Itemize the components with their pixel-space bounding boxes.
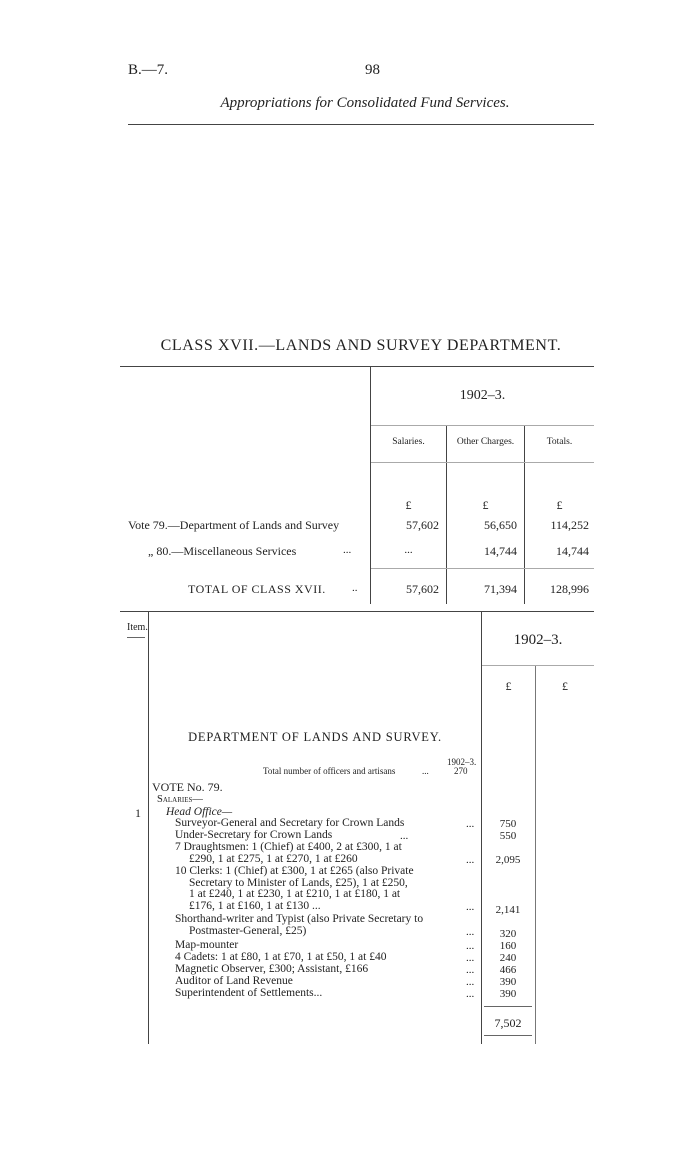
summary-year: 1902–3. (459, 388, 506, 403)
summary-row-total: 114,252 (550, 518, 589, 532)
line-item: Surveyor-General and Secretary for Crown Lands (175, 817, 405, 829)
detail-top-rule (120, 611, 594, 612)
amount-col-divider (481, 612, 482, 1044)
line-text: 10 Clerks: 1 (Chief) at £300, 1 at £265 (also Private (175, 865, 414, 877)
summary-col-divider-1 (446, 426, 447, 604)
line-amount: 390 (499, 976, 517, 988)
line-amount: 466 (499, 964, 517, 976)
subtotal-amount: 7,502 (494, 1016, 522, 1030)
line-amount: 390 (499, 988, 517, 1000)
class-title: CLASS XVII.—LANDS AND SURVEY DEPARTMENT. (160, 337, 562, 354)
summary-row-salaries: 57,602 (406, 518, 439, 532)
officers-label: Total number of officers and artisans (263, 766, 396, 776)
officers-count: 270 (454, 766, 468, 776)
summary-total-salaries: 57,602 (406, 582, 439, 596)
summary-total-total: 128,996 (550, 582, 589, 596)
summary-row-other: 14,744 (484, 544, 517, 558)
summary-total-other: 71,394 (484, 582, 517, 596)
summary-row-label: Vote 79.—Department of Lands and Survey (128, 518, 340, 532)
line-dots: ... (466, 926, 475, 938)
detail-currency-1: £ (505, 679, 512, 693)
vote-heading: VOTE No. 79. (152, 780, 223, 794)
currency-other: £ (482, 498, 489, 512)
currency-totals: £ (556, 498, 563, 512)
item-header-rule (127, 637, 145, 638)
line-text-cont: 1 at £240, 1 at £230, 1 at £210, 1 at £180, 1 at (189, 888, 401, 901)
line-text-cont: Secretary to Minister of Lands, £25), 1 at £250, (189, 876, 408, 889)
page-number: 98 (365, 62, 380, 78)
header-rule (128, 124, 594, 125)
officers-dots: ... (422, 766, 429, 776)
col-salaries: Salaries. (392, 437, 425, 447)
line-item: Map-mounter (175, 939, 239, 951)
line-amount: 240 (499, 952, 517, 964)
line-amount: 160 (499, 940, 517, 952)
running-title: Appropriations for Consolidated Fund Services. (220, 95, 510, 111)
summary-year-rule (371, 425, 594, 426)
line-item: Auditor of Land Revenue (175, 975, 293, 987)
line-text: Shorthand-writer and Typist (also Private Secretary to (175, 913, 424, 925)
line-dots: ... (466, 988, 475, 1000)
line-dots: ... (400, 830, 409, 842)
line-dots: ... (466, 818, 475, 830)
line-amount: 2,095 (495, 854, 521, 866)
currency-salaries: £ (405, 498, 412, 512)
line-dots: ... (466, 854, 475, 866)
summary-row-other: 56,650 (484, 518, 517, 532)
summary-row-dots: ... (343, 544, 352, 556)
line-item: Superintendent of Settlements... (175, 987, 323, 999)
summary-col-divider-2 (524, 426, 525, 604)
summary-total-rule (371, 568, 594, 569)
line-item (175, 842, 480, 865)
line-text: 7 Draughtsmen: 1 (Chief) at £400, 2 at £300, 1 at (175, 841, 402, 853)
line-item (175, 866, 480, 912)
officers-year: 1902–3. (447, 757, 477, 767)
detail-col-divider (535, 666, 536, 1044)
line-amount: 550 (499, 830, 517, 842)
page-ref: B.—7. (128, 62, 169, 78)
department-heading: DEPARTMENT OF LANDS AND SURVEY. (188, 730, 442, 744)
line-item: Magnetic Observer, £300; Assistant, £166 (175, 963, 369, 975)
salaries-heading: Salaries— (157, 794, 203, 805)
detail-year-rule (482, 665, 594, 666)
line-item: Under-Secretary for Crown Lands (175, 829, 333, 841)
item-number: 1 (135, 806, 141, 820)
summary-total-label: TOTAL OF CLASS XVII. (188, 582, 326, 596)
head-office-heading: Head Office— (166, 806, 233, 818)
line-item: 4 Cadets: 1 at £80, 1 at £70, 1 at £50, 1 at £40 (175, 951, 387, 963)
line-item (175, 914, 480, 937)
detail-year: 1902–3. (513, 632, 563, 648)
summary-top-rule (120, 366, 594, 367)
line-amount: 320 (499, 928, 517, 940)
subtotal-bottom-rule (484, 1035, 532, 1036)
line-text-cont: £290, 1 at £275, 1 at £270, 1 at £260 (189, 852, 358, 865)
col-other-charges: Other Charges. (456, 437, 515, 447)
summary-row-salaries: ... (404, 544, 413, 556)
line-amount: 2,141 (495, 904, 521, 916)
line-amount: 750 (499, 818, 517, 830)
line-text-cont: Postmaster-General, £25) (189, 924, 307, 937)
line-dots: ... (466, 964, 475, 976)
item-col-divider (148, 612, 149, 1044)
summary-header-rule (371, 462, 594, 463)
line-dots: ... (466, 901, 475, 913)
summary-total-dots: .. (352, 582, 358, 594)
line-dots: ... (466, 976, 475, 988)
subtotal-rule (484, 1006, 532, 1007)
col-totals: Totals. (546, 437, 573, 447)
summary-row-total: 14,744 (556, 544, 589, 558)
line-text-cont: £176, 1 at £160, 1 at £130 ... (189, 899, 321, 912)
line-dots: ... (466, 952, 475, 964)
summary-row-label: „ 80.—Miscellaneous Services (148, 544, 297, 558)
item-header: Item. (127, 622, 148, 633)
detail-currency-2: £ (562, 679, 568, 693)
line-dots: ... (466, 940, 475, 952)
